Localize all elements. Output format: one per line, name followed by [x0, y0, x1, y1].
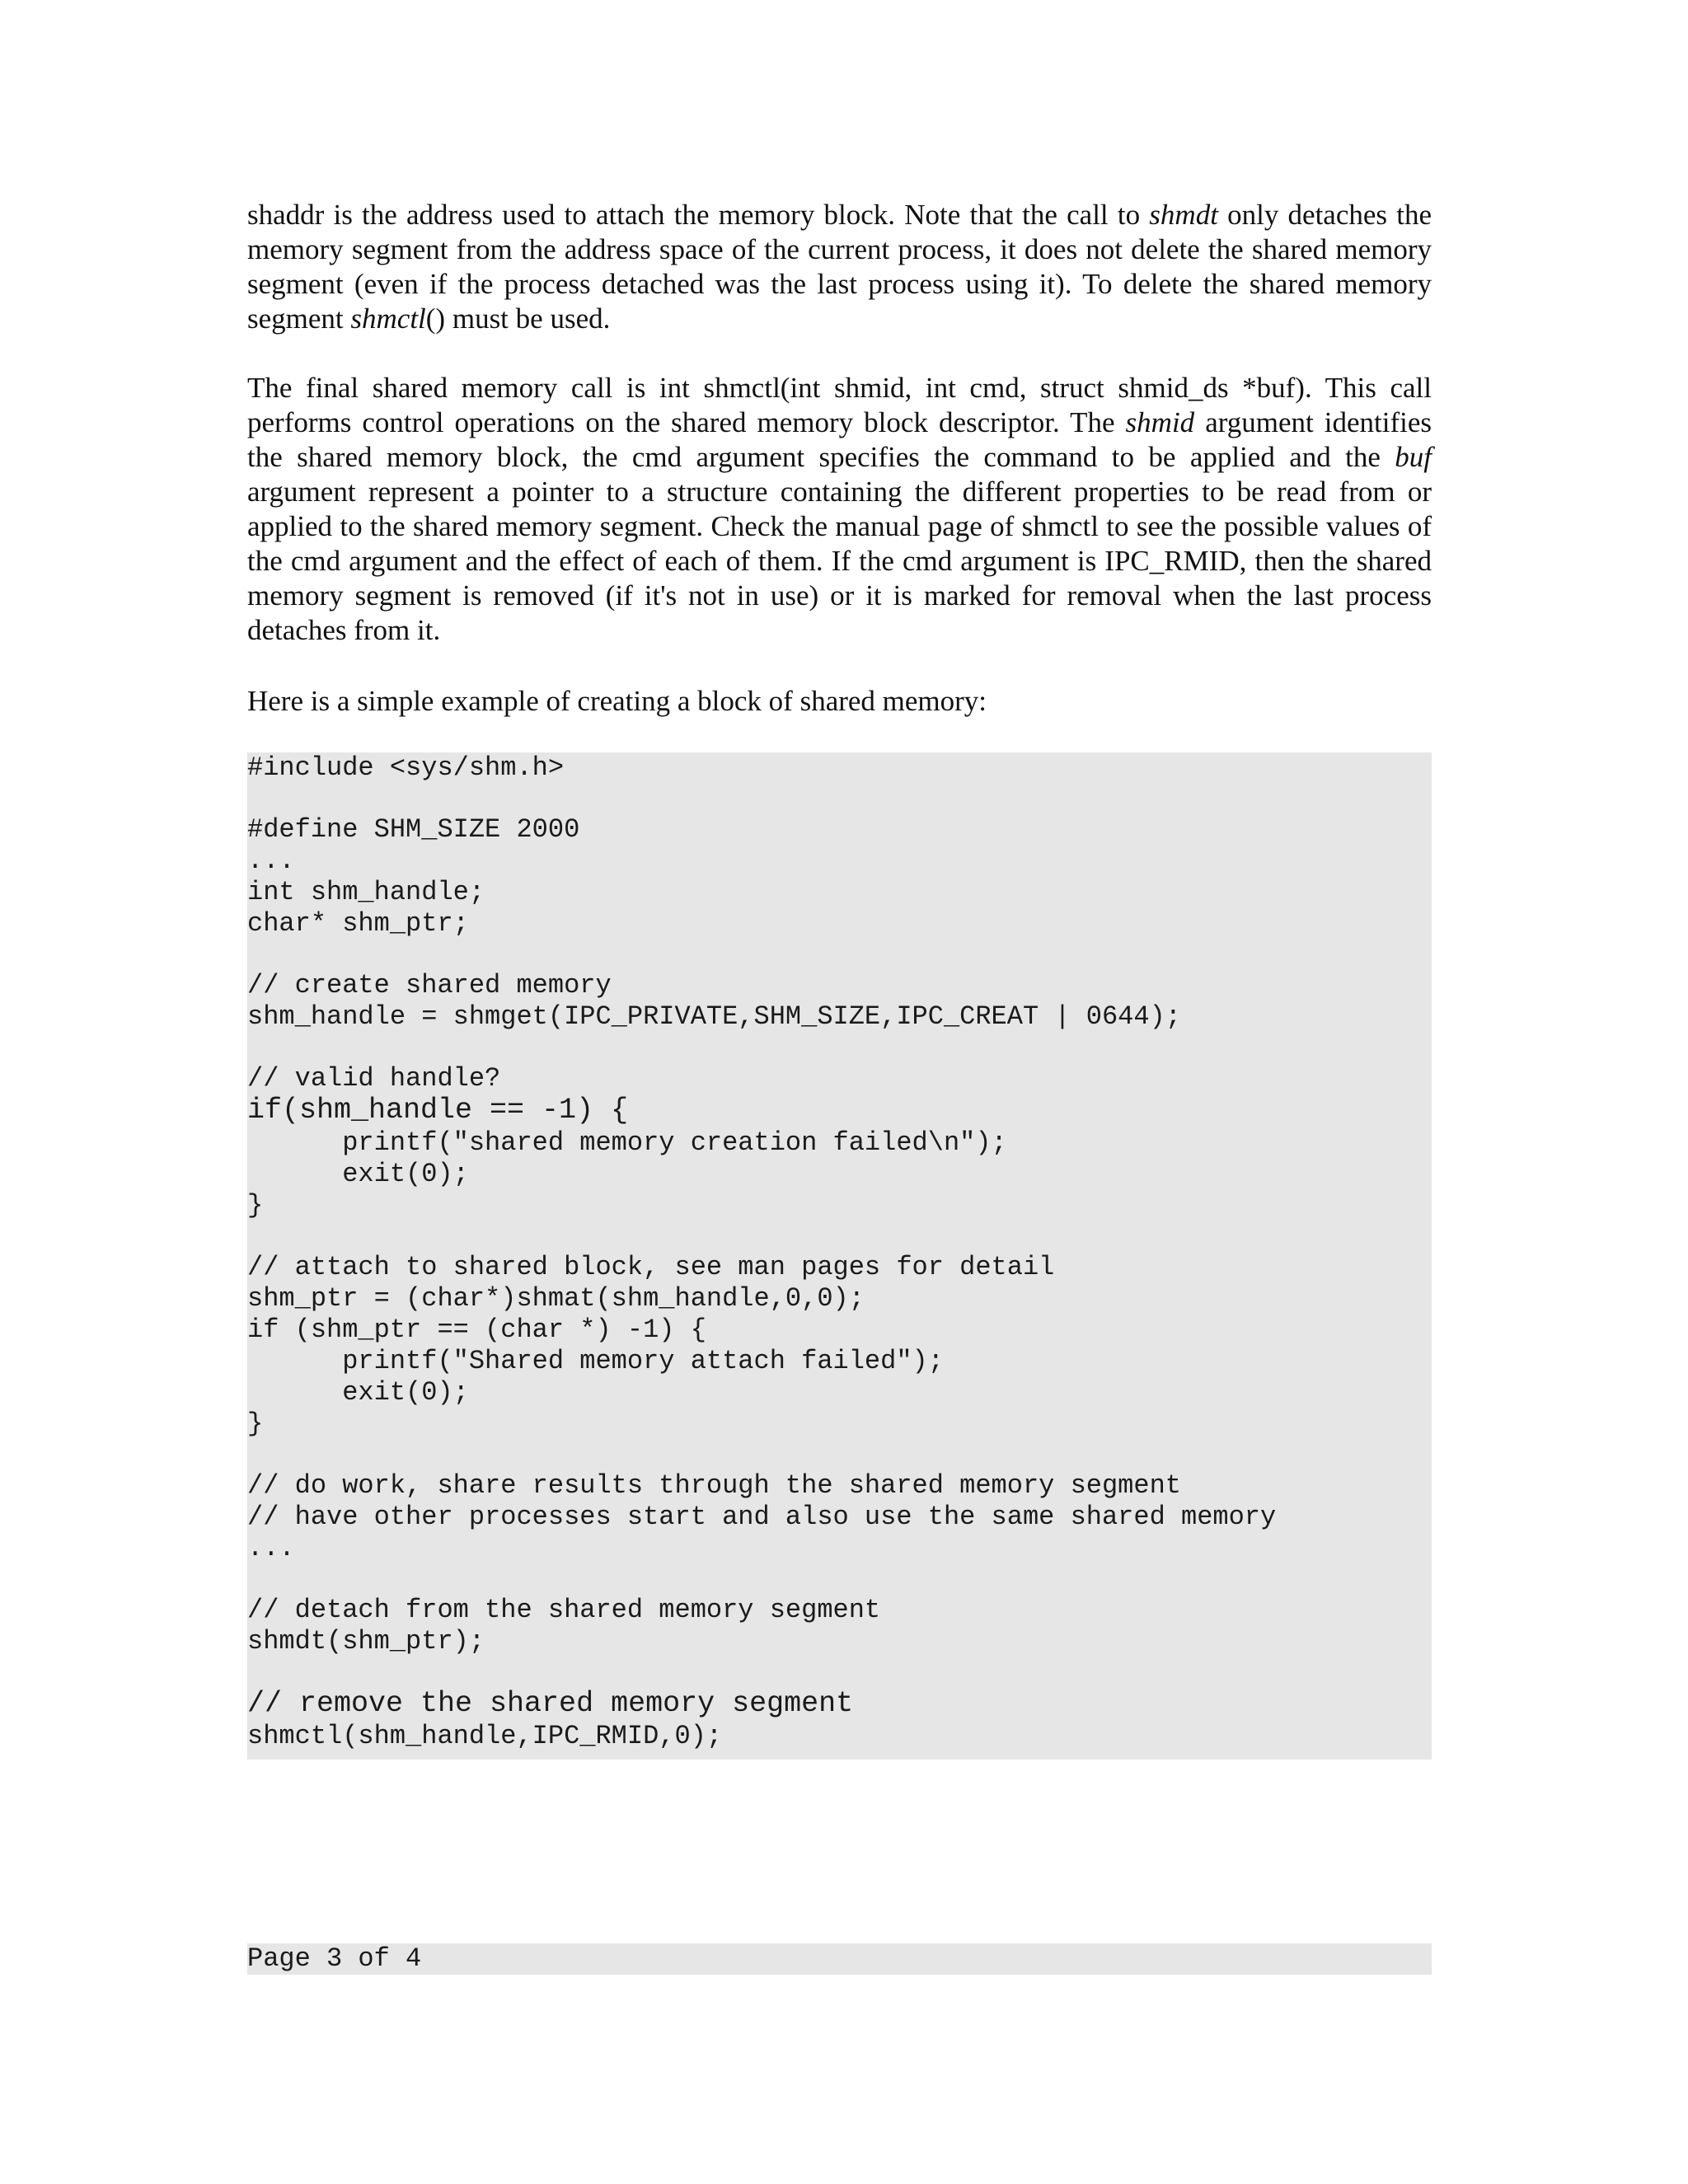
code-line: exit(0);: [247, 1377, 469, 1408]
text-run: shaddr is the address used to attach the memory block. Note that the call to: [247, 199, 1150, 231]
code-line: if(shm_handle == -1) {: [247, 1094, 629, 1127]
italic-term-shmid: shmid: [1125, 406, 1195, 438]
code-line: // valid handle?: [247, 1063, 501, 1094]
code-line: shm_ptr = (char*)shmat(shm_handle,0,0);: [247, 1283, 865, 1314]
text-run: The final shared memory call is int shmctl(int shmid, int cmd, struct shmid_ds *buf). This call performs control operations on the shared memory block descriptor. The: [247, 372, 1432, 438]
page-footer: [247, 1943, 1432, 1975]
italic-term-shmctl: shmctl: [350, 302, 426, 335]
paragraph-shmctl-description: [247, 371, 1432, 648]
italic-term-shmdt: shmdt: [1149, 199, 1218, 231]
code-line: exit(0);: [247, 1159, 469, 1189]
code-line: // attach to shared block, see man pages for detail: [247, 1252, 1055, 1282]
code-line: shm_handle = shmget(IPC_PRIVATE,SHM_SIZE,IPC_CREAT | 0644);: [247, 1001, 1181, 1032]
code-line: if (shm_ptr == (char *) -1) {: [247, 1315, 706, 1345]
code-line: ...: [247, 846, 295, 876]
code-line: // detach from the shared memory segment: [247, 1595, 881, 1625]
code-line: shmdt(shm_ptr);: [247, 1626, 485, 1657]
code-line: #define SHM_SIZE 2000: [247, 814, 580, 845]
code-example-block: [247, 752, 1432, 1760]
code-line: // create shared memory: [247, 970, 612, 1001]
code-line: printf("shared memory creation failed\n");: [247, 1127, 1007, 1158]
code-line: #include <sys/shm.h>: [247, 752, 565, 783]
italic-term-buf: buf: [1395, 441, 1432, 473]
code-line: // have other processes start and also use the same shared memory: [247, 1502, 1277, 1532]
code-line: // do work, share results through the shared memory segment: [247, 1470, 1181, 1501]
paragraph-shmdt-description: [247, 198, 1432, 336]
text-run: argument identifies the shared memory block, the cmd argument specifies the command to be applied and the: [247, 406, 1432, 473]
paragraph-text: [247, 198, 1432, 336]
paragraph-text: Here is a simple example of creating a block of shared memory:: [247, 685, 987, 717]
code-line: printf("Shared memory attach failed");: [247, 1346, 944, 1376]
code-line: // remove the shared memory segment: [247, 1687, 854, 1720]
page-number: Page 3 of 4: [247, 1943, 422, 1974]
code-line: char* shm_ptr;: [247, 908, 469, 939]
code-line: }: [247, 1190, 264, 1221]
code-line: }: [247, 1408, 264, 1439]
paragraph-example-intro: [247, 684, 1432, 719]
code-line: int shm_handle;: [247, 877, 485, 907]
paragraph-text: [247, 371, 1432, 648]
text-run: () must be used.: [425, 302, 611, 335]
text-run: only detaches the memory segment from the address space of the current process, it does not delete the shared memory segment (even if the process detached was the last process using it). To delete the shared memory segment: [247, 199, 1432, 335]
text-run: argument represent a pointer to a structure containing the different properties to be read from or applied to the shared memory segment. Check the manual page of shmctl to see the possible values of the cmd argument and the effect of each of them. If the cmd argument is IPC_RMID, then the shared memory segment is removed (if it's not in use) or it is marked for removal when the last process detaches from it.: [247, 476, 1432, 646]
code-line: ...: [247, 1533, 295, 1563]
code-line: shmctl(shm_handle,IPC_RMID,0);: [247, 1721, 723, 1751]
